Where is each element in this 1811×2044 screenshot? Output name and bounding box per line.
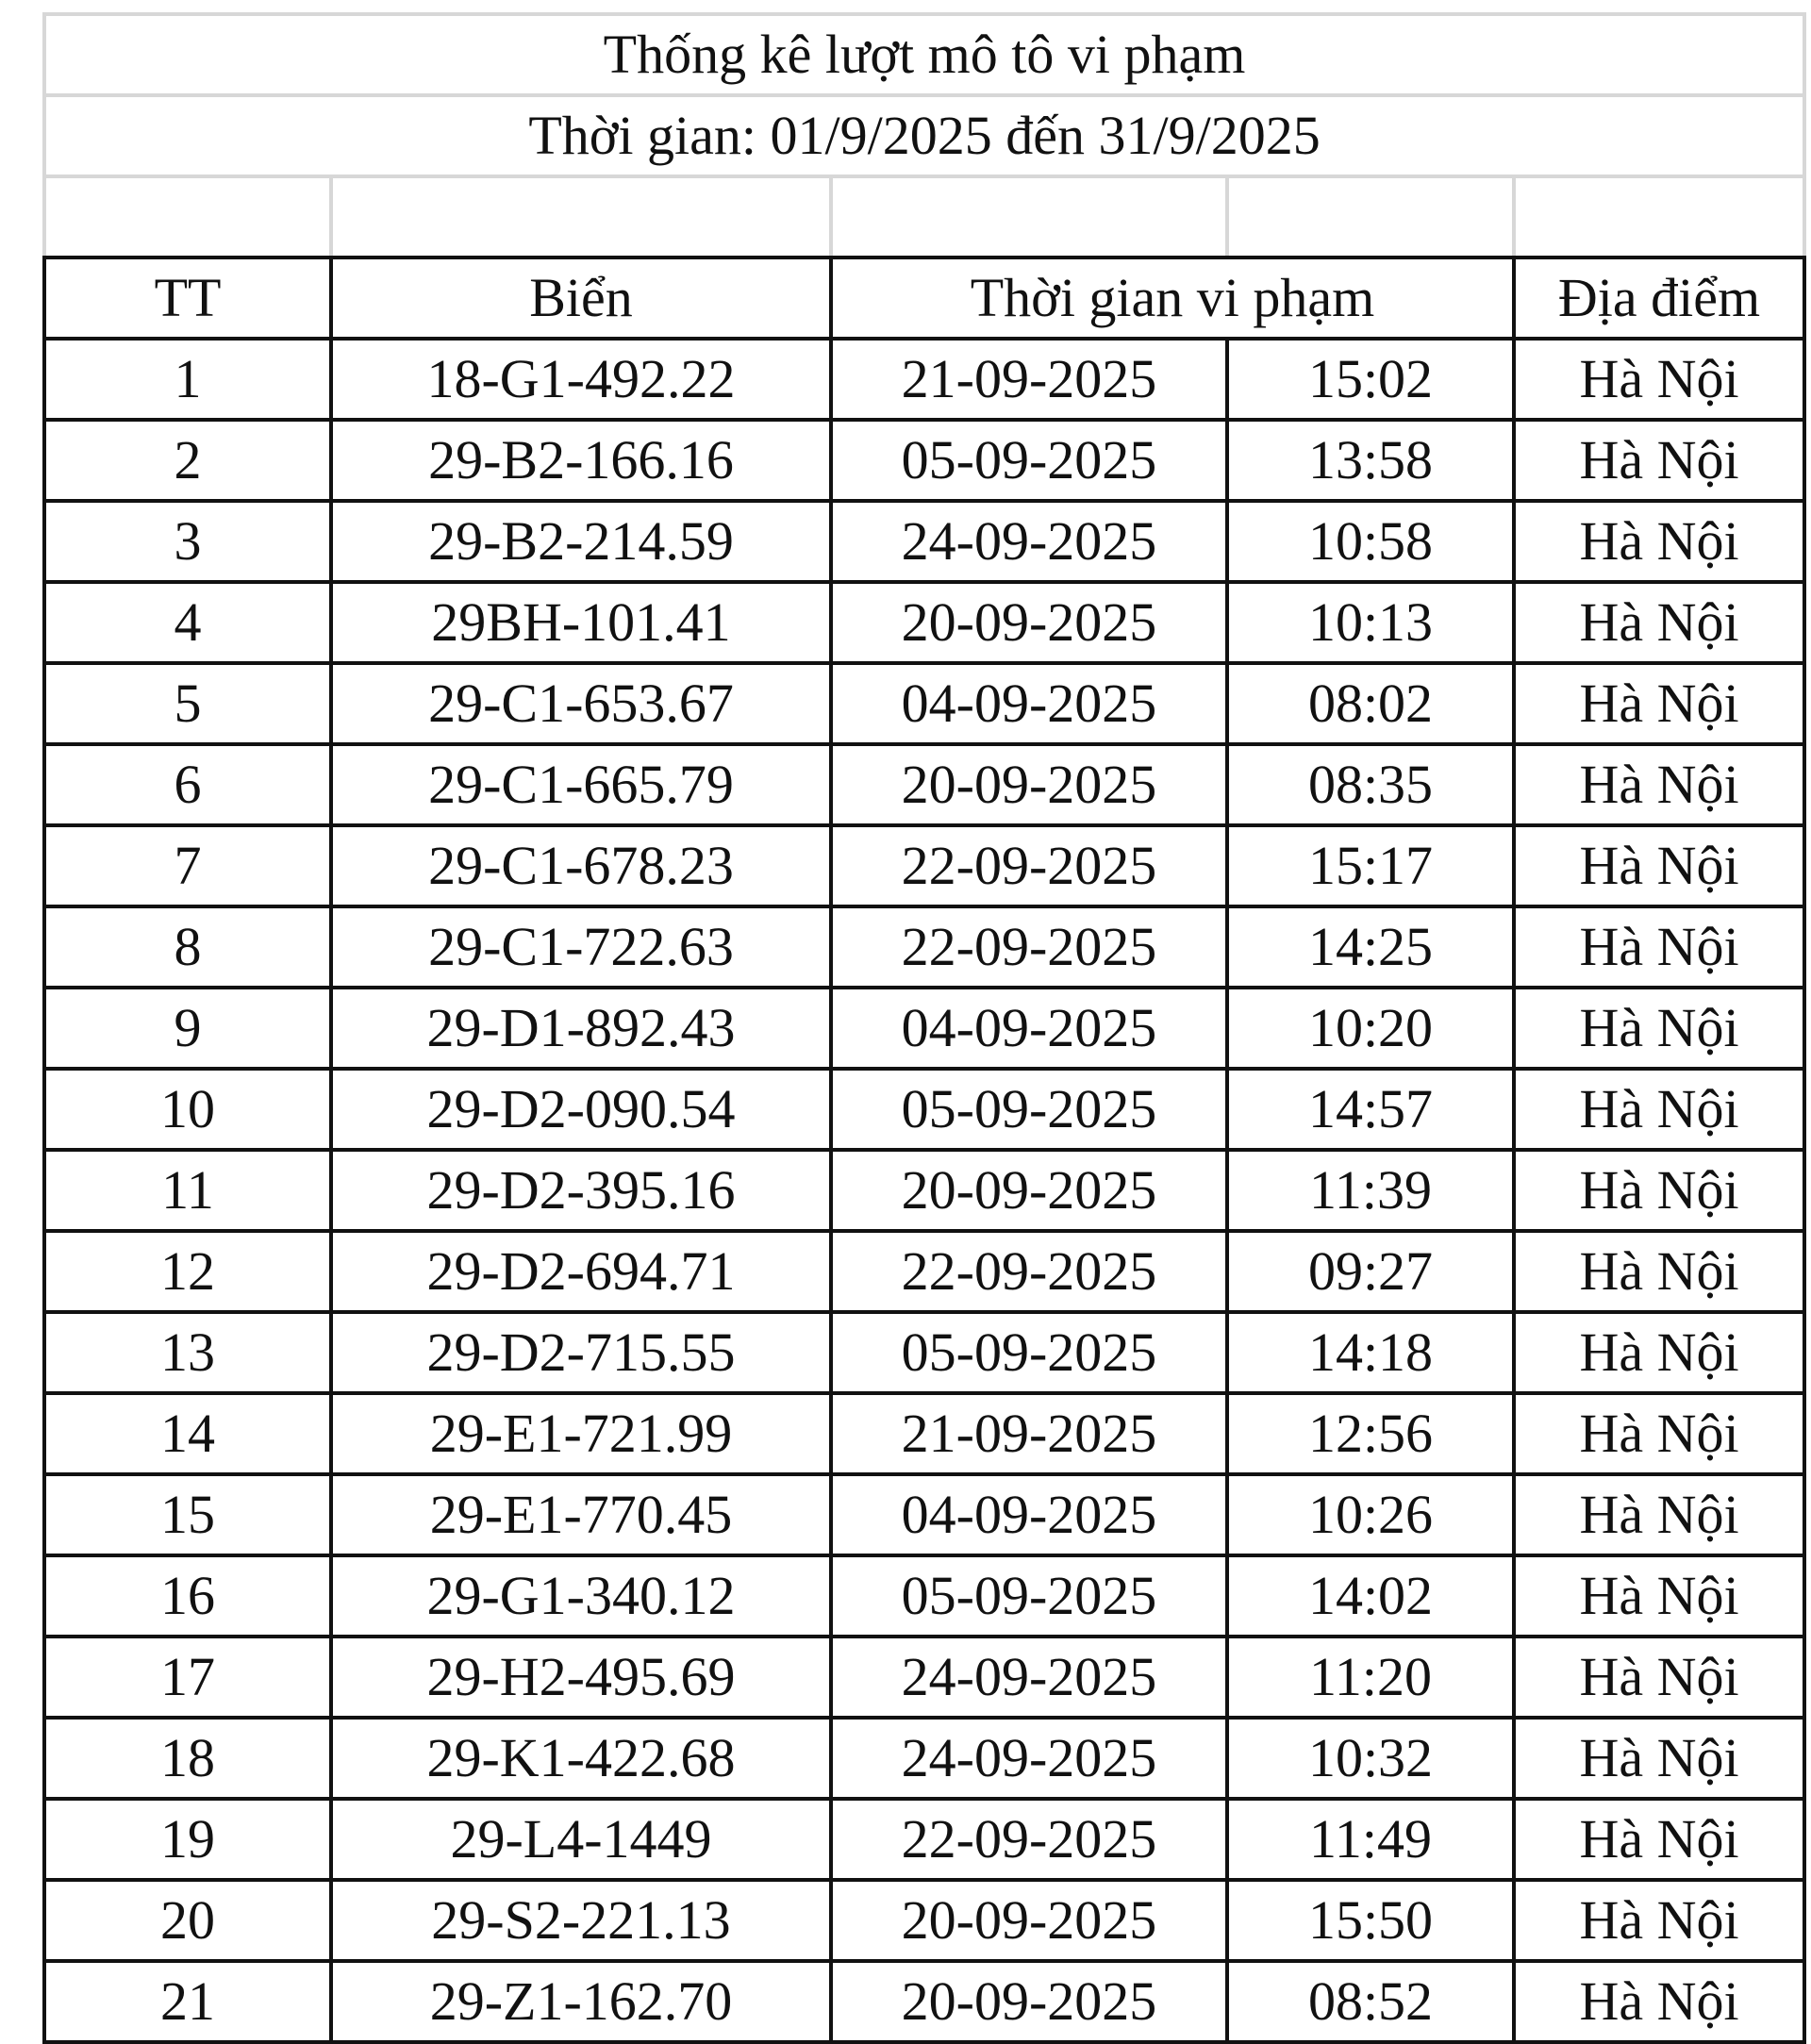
table-row [44,420,1804,501]
table-row [44,1880,1804,1961]
date-cell: 20-09-2025 [831,1150,1227,1231]
date-cell: 22-09-2025 [831,825,1227,906]
plate-cell: 29-G1-340.12 [331,1555,831,1637]
plate-cell: 29-Z1-162.70 [331,1961,831,2042]
row-number-cell: 6 [44,744,331,825]
date-cell: 04-09-2025 [831,663,1227,744]
blank-cell [44,176,331,258]
row-number-cell: 8 [44,906,331,988]
row-number-cell: 2 [44,420,331,501]
period-row [44,95,1804,176]
time-cell: 10:32 [1227,1718,1514,1799]
plate-cell: 29-H2-495.69 [331,1637,831,1718]
plate-cell: 29-C1-678.23 [331,825,831,906]
time-cell: 14:18 [1227,1312,1514,1393]
date-cell: 05-09-2025 [831,1555,1227,1637]
location-cell: Hà Nội [1514,988,1804,1069]
time-cell: 11:49 [1227,1799,1514,1880]
plate-cell: 29-K1-422.68 [331,1718,831,1799]
title-row [44,14,1804,95]
date-cell: 21-09-2025 [831,339,1227,420]
date-cell: 21-09-2025 [831,1393,1227,1474]
blank-row [44,176,1804,258]
date-cell: 04-09-2025 [831,1474,1227,1555]
plate-cell: 29-D2-090.54 [331,1069,831,1150]
row-number-cell: 10 [44,1069,331,1150]
plate-cell: 29-S2-221.13 [331,1880,831,1961]
location-cell: Hà Nội [1514,663,1804,744]
row-number-cell: 17 [44,1637,331,1718]
time-cell: 14:57 [1227,1069,1514,1150]
location-cell: Hà Nội [1514,1555,1804,1637]
time-cell: 15:50 [1227,1880,1514,1961]
time-cell: 10:20 [1227,988,1514,1069]
row-number-cell: 12 [44,1231,331,1312]
location-cell: Hà Nội [1514,825,1804,906]
blank-cell [1227,176,1514,258]
header-row [44,258,1804,339]
date-cell: 20-09-2025 [831,744,1227,825]
row-number-cell: 21 [44,1961,331,2042]
plate-cell: 29-C1-665.79 [331,744,831,825]
blank-cell [1514,176,1804,258]
table-row [44,1474,1804,1555]
time-cell: 09:27 [1227,1231,1514,1312]
header-plate: Biển [331,258,831,339]
row-number-cell: 7 [44,825,331,906]
row-number-cell: 18 [44,1718,331,1799]
plate-cell: 29-C1-722.63 [331,906,831,988]
location-cell: Hà Nội [1514,1961,1804,2042]
date-cell: 20-09-2025 [831,1880,1227,1961]
row-number-cell: 14 [44,1393,331,1474]
plate-cell: 29-D2-715.55 [331,1312,831,1393]
date-cell: 20-09-2025 [831,582,1227,663]
date-cell: 22-09-2025 [831,1231,1227,1312]
time-cell: 10:58 [1227,501,1514,582]
location-cell: Hà Nội [1514,1718,1804,1799]
table-row [44,906,1804,988]
table-row [44,339,1804,420]
violation-report-sheet [42,12,1803,2044]
time-cell: 15:17 [1227,825,1514,906]
plate-cell: 29-D1-892.43 [331,988,831,1069]
row-number-cell: 1 [44,339,331,420]
plate-cell: 29-E1-721.99 [331,1393,831,1474]
date-cell: 22-09-2025 [831,906,1227,988]
location-cell: Hà Nội [1514,339,1804,420]
time-cell: 11:39 [1227,1150,1514,1231]
location-cell: Hà Nội [1514,1231,1804,1312]
location-cell: Hà Nội [1514,1637,1804,1718]
date-cell: 24-09-2025 [831,1637,1227,1718]
table-row [44,1069,1804,1150]
time-cell: 12:56 [1227,1393,1514,1474]
location-cell: Hà Nội [1514,1069,1804,1150]
time-cell: 08:35 [1227,744,1514,825]
header-location: Địa điểm [1514,258,1804,339]
time-cell: 08:52 [1227,1961,1514,2042]
location-cell: Hà Nội [1514,582,1804,663]
violation-table [42,12,1806,2044]
plate-cell: 29-B2-214.59 [331,501,831,582]
table-row [44,1231,1804,1312]
table-row [44,501,1804,582]
blank-cell [331,176,831,258]
row-number-cell: 16 [44,1555,331,1637]
plate-cell: 29-B2-166.16 [331,420,831,501]
date-cell: 24-09-2025 [831,1718,1227,1799]
header-violation-time: Thời gian vi phạm [831,258,1514,339]
time-cell: 14:02 [1227,1555,1514,1637]
row-number-cell: 20 [44,1880,331,1961]
table-row [44,1637,1804,1718]
time-cell: 15:02 [1227,339,1514,420]
location-cell: Hà Nội [1514,1880,1804,1961]
time-cell: 10:13 [1227,582,1514,663]
time-cell: 13:58 [1227,420,1514,501]
table-row [44,1799,1804,1880]
plate-cell: 29-L4-1449 [331,1799,831,1880]
location-cell: Hà Nội [1514,1799,1804,1880]
row-number-cell: 3 [44,501,331,582]
date-cell: 05-09-2025 [831,1312,1227,1393]
time-cell: 14:25 [1227,906,1514,988]
date-cell: 05-09-2025 [831,420,1227,501]
table-row [44,663,1804,744]
table-row [44,988,1804,1069]
table-row [44,1393,1804,1474]
location-cell: Hà Nội [1514,501,1804,582]
table-row [44,1718,1804,1799]
location-cell: Hà Nội [1514,1393,1804,1474]
row-number-cell: 11 [44,1150,331,1231]
row-number-cell: 19 [44,1799,331,1880]
location-cell: Hà Nội [1514,744,1804,825]
time-cell: 08:02 [1227,663,1514,744]
row-number-cell: 4 [44,582,331,663]
date-cell: 04-09-2025 [831,988,1227,1069]
table-row [44,1312,1804,1393]
table-row [44,582,1804,663]
plate-cell: 29-E1-770.45 [331,1474,831,1555]
location-cell: Hà Nội [1514,1474,1804,1555]
time-cell: 11:20 [1227,1637,1514,1718]
table-row [44,744,1804,825]
table-row [44,1961,1804,2042]
time-cell: 10:26 [1227,1474,1514,1555]
blank-cell [831,176,1227,258]
plate-cell: 18-G1-492.22 [331,339,831,420]
date-cell: 20-09-2025 [831,1961,1227,2042]
location-cell: Hà Nội [1514,420,1804,501]
row-number-cell: 13 [44,1312,331,1393]
table-row [44,1150,1804,1231]
report-title: Thống kê lượt mô tô vi phạm [44,14,1804,95]
table-row [44,825,1804,906]
header-tt: TT [44,258,331,339]
location-cell: Hà Nội [1514,1150,1804,1231]
date-cell: 05-09-2025 [831,1069,1227,1150]
row-number-cell: 9 [44,988,331,1069]
row-number-cell: 5 [44,663,331,744]
date-cell: 22-09-2025 [831,1799,1227,1880]
plate-cell: 29BH-101.41 [331,582,831,663]
date-cell: 24-09-2025 [831,501,1227,582]
row-number-cell: 15 [44,1474,331,1555]
plate-cell: 29-D2-395.16 [331,1150,831,1231]
table-row [44,1555,1804,1637]
plate-cell: 29-C1-653.67 [331,663,831,744]
location-cell: Hà Nội [1514,906,1804,988]
location-cell: Hà Nội [1514,1312,1804,1393]
report-period: Thời gian: 01/9/2025 đến 31/9/2025 [44,95,1804,176]
plate-cell: 29-D2-694.71 [331,1231,831,1312]
